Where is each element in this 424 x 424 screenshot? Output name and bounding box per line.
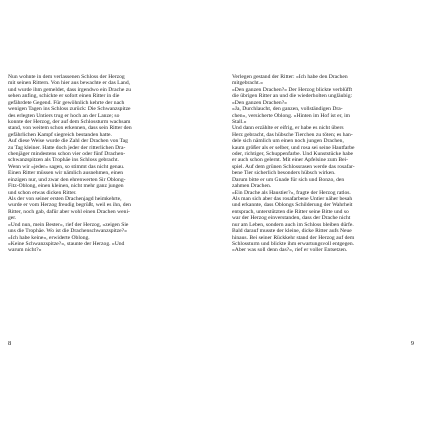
- text-line: Nun wohnte in dem verlassenen Schloss der Herzog: [8, 74, 125, 80]
- text-line: Auf diese Weise wurde die Zahl der Drachen von Tag: [8, 138, 128, 145]
- text-line: »Ich habe keine«, erwiderte Oblong.: [8, 234, 90, 241]
- text-line: zahmen Drachen.: [232, 183, 272, 190]
- text-line: »Und nun, mein Bester«, rief der Herzog, »zeigen Sie: [8, 221, 129, 228]
- text-line: entsprach, unterstützten die Ritter seine Bitte und so: [232, 208, 349, 215]
- text-line: Schlossturm und blickte ihm erwartungsvoll entgegen.: [232, 240, 355, 247]
- text-line: und schon etwas dicken Ritter.: [8, 189, 77, 196]
- text-line: »Ein Drache als Haustier?«, fragte der Herzog ratlos.: [232, 189, 351, 196]
- text-line: kaum größer als er selber, und rosa sei seine Hautfarbe: [232, 144, 355, 151]
- text-line: Als der von seiner ersten Drachenjagd heimkehrte,: [8, 196, 122, 203]
- text-line: Und dann erzählte er eifrig, er habe es nicht übers: [232, 125, 344, 132]
- text-line: Herz gebracht, das hübsche Tierchen zu töten; es han-: [232, 131, 353, 138]
- text-line: warum nicht?«: [8, 247, 42, 254]
- text-line: hinaus. Bei seiner Rückkehr stand der Herzog auf dem: [232, 234, 355, 241]
- text-line: konnte der Herzog, der auf dem Schlossturm wachsam: [8, 118, 131, 125]
- text-line: »Den ganzen Drachen?« Der Herzog blickte verblüfft: [232, 86, 353, 93]
- text-line: mitgebracht.«: [232, 80, 263, 87]
- text-line: Ritter, noch gab, dafür aber wohl einen Drachen weni-: [8, 208, 130, 215]
- text-line: gefährdete Gegend. Für gewöhnlich kehrte der nach: [8, 99, 125, 106]
- text-line: oder, richtiger, Schuppenfarbe. Und Kunststücke habe: [232, 151, 354, 158]
- text-line: uns die Trophäe. Wo ist die Drachenschwanzspitze?«: [8, 228, 127, 235]
- text-line: »Ja, Durchlaucht, den ganzen, vollständigen Dra-: [232, 106, 343, 113]
- text-line: ger.: [8, 215, 17, 222]
- text-line: mit seinen Rittern. Von hier aus bewachte er das Land,: [8, 80, 131, 87]
- text-line: wenigen Tagen ins Schloss zurück: Die Schwanzspitze: [8, 106, 131, 113]
- text-line: zu Tag kleiner. Hatte doch jeder der ritterlichen Dra-: [8, 144, 126, 151]
- text-line: einzigen nur, und zwar den ehrenwerten Sir Oblong-: [8, 176, 126, 183]
- text-line: Stall.«: [232, 118, 247, 125]
- text-line: und erkannte, dass Oblongs Schilderung der Wahrheit: [232, 202, 353, 209]
- text-line: gefährlichen Kampf siegreich bestanden hatte.: [8, 131, 112, 138]
- page-number: 9: [410, 340, 414, 347]
- text-line: die übrigen Ritter an und die wiederholten ungläubig:: [232, 93, 353, 100]
- page-number: 8: [8, 340, 12, 347]
- text-line: »Den ganzen Drachen?«: [232, 99, 287, 106]
- text-line: »Aber was soll denn das?«, rief er voller Entsetzen.: [232, 247, 348, 254]
- text-line: Einen Ritter müssen wir nämlich ausnehmen, einen: [8, 170, 124, 177]
- text-line: dele sich nämlich um einen noch jungen Drachen,: [232, 138, 344, 145]
- text-line: er auch schon gelernt. Mit einer Apfelsine zum Bei-: [232, 157, 349, 164]
- text-line: spiel. Auf dem grünen Schlossrasen werde das rosafar-: [232, 163, 355, 170]
- text-line: sehen anfing, schickte er sofort einen Ritter in die: [8, 93, 120, 100]
- right-page: [212, 0, 424, 424]
- text-line: Verlegen gestand der Ritter: »Ich habe den Drachen: [232, 74, 348, 80]
- text-line: nur am Leben, sondern auch im Schloss bleiben dürfe.: [232, 221, 354, 228]
- left-page-text: [8, 74, 202, 254]
- right-page-text: [232, 74, 416, 254]
- text-line: »Keine Schwanzspitze?«, staunte der Herzog. »Und: [8, 240, 125, 247]
- text-line: chen«, versicherte Oblong. »Hinten im Hof ist er, im: [232, 112, 350, 119]
- text-line: Als man sich aber das rosafarbene Untier näher besah: [232, 196, 353, 203]
- text-line: des erlegten Untiers trug er hoch an der Lanze; so: [8, 112, 120, 119]
- text-line: Darum bitte er um Gnade für sich und Bonzo, den: [232, 176, 345, 183]
- text-line: war der Herzog einverstanden, dass der Drache nicht: [232, 215, 351, 222]
- text-line: bene Tier sicherlich besonders hübsch wirken.: [232, 170, 336, 177]
- text-line: Bald darauf musste der kleine, dicke Ritter aufs Neue: [232, 228, 352, 235]
- text-line: schwanzspitzen als Trophäe ins Schloss gebracht.: [8, 157, 119, 164]
- text-line: stand, von weitem schon erkennen, dass sein Ritter den: [8, 125, 132, 132]
- text-line: und wurde ihm gemeldet, dass irgendwo ein Drache zu: [8, 86, 132, 93]
- text-line: Wenn wir »jeder« sagen, so stimmt das nicht genau.: [8, 163, 125, 170]
- text-line: wurde er vom Herzog freudig begrüßt, weil es ihn, den: [8, 202, 131, 209]
- text-line: Fitz-Oblong, einen kleinen, nicht mehr ganz jungen: [8, 183, 124, 190]
- text-line: chenjäger mindestens schon vier oder fünf Drachen-: [8, 151, 126, 158]
